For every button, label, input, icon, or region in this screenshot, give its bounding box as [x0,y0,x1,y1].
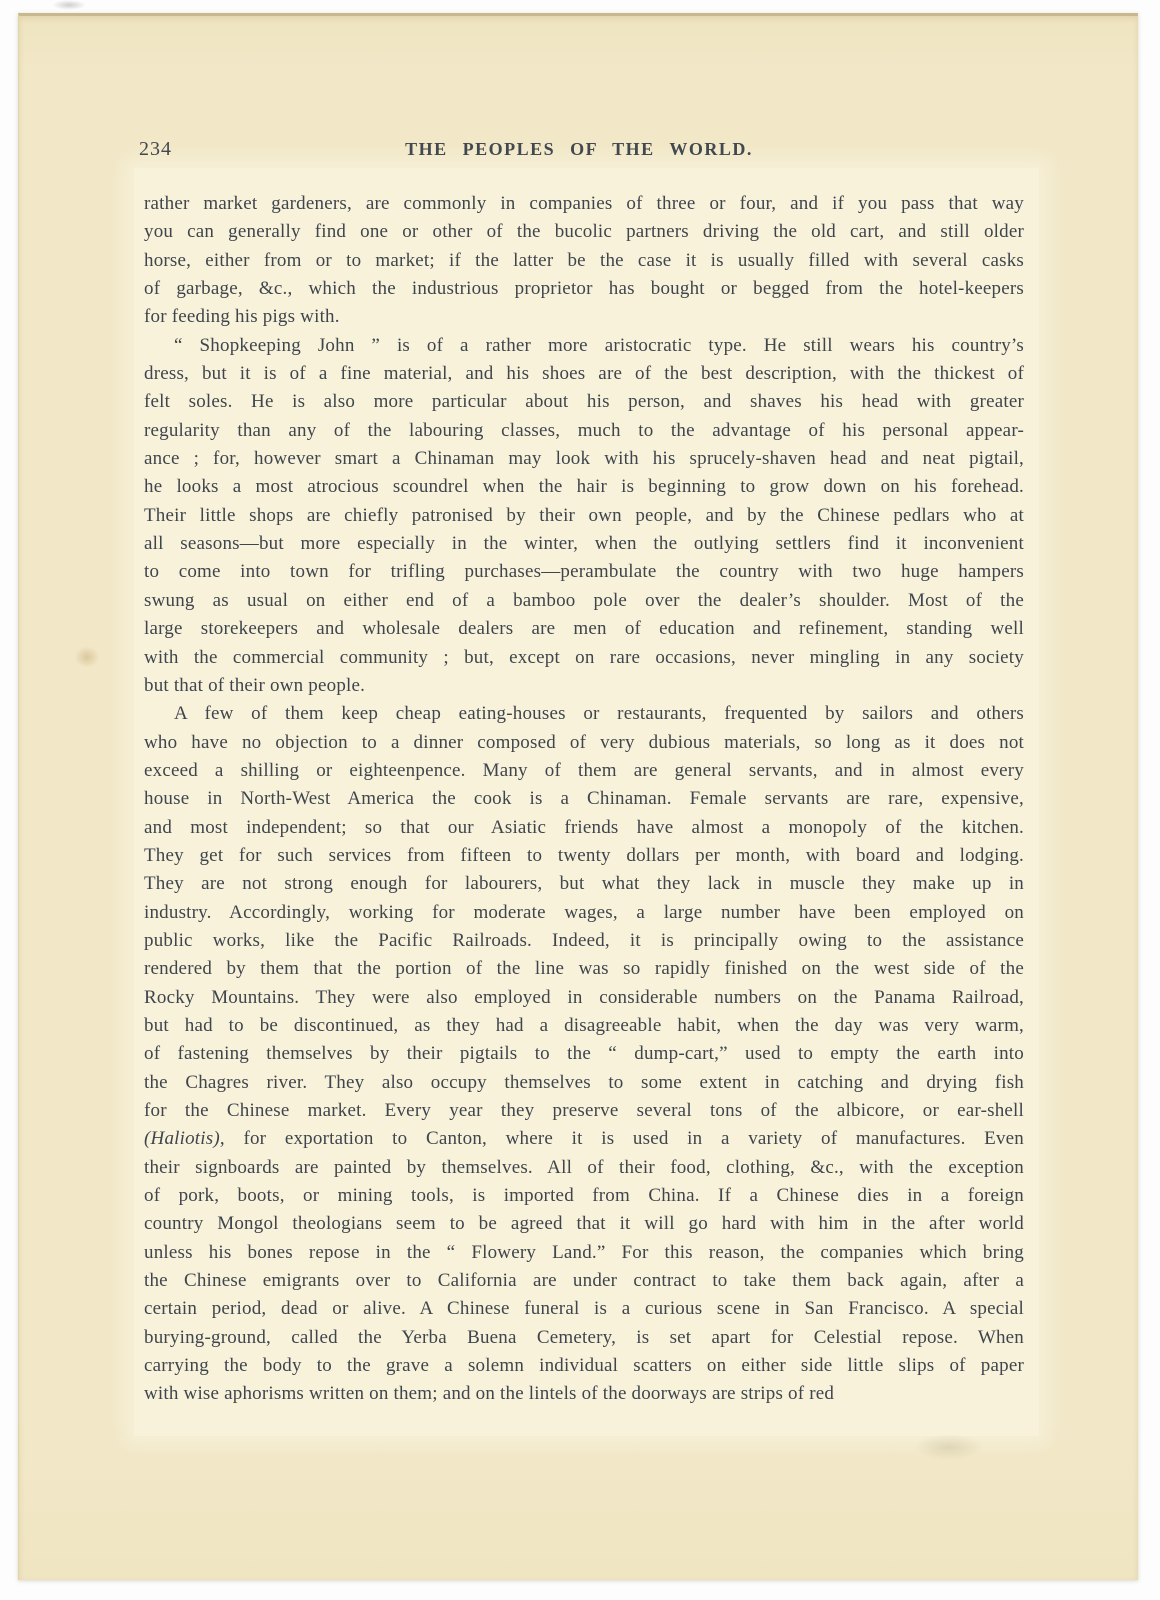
text-line: of fastening themselves by their pigtails to the “ dump-cart,” used to empty the earth into [144,1043,1024,1065]
text-line: who have no objection to a dinner composed of very dubious materials, so long as it does not [144,731,1024,753]
text-line: A few of them keep cheap eating-houses or restaurants, frequented by sailors and others [174,703,1024,725]
text-line: for feeding his pigs with. [144,306,340,328]
paragraph [144,332,1024,700]
body-text [144,190,1024,1409]
running-head [139,138,1024,168]
text-line: of pork, boots, or mining tools, is imported from China. If a Chinese dies in a foreign [144,1185,1024,1207]
text-line: burying-ground, called the Yerba Buena Cemetery, is set apart for Celestial repose. When [144,1326,1024,1348]
text-line: They are not strong enough for labourers, but what they lack in muscle they make up in [144,873,1024,895]
text-line: rather market gardeners, are commonly in companies of three or four, and if you pass that way [144,193,1024,214]
text-line: exceed a shilling or eighteenpence. Many of them are general servants, and in almost every [144,759,1024,781]
text-line: industry. Accordingly, working for moderate wages, a large number have been employed on [144,901,1024,923]
paragraph [144,700,1024,1409]
text-line: with the commercial community ; but, except on rare occasions, never mingling in any society [144,646,1024,668]
text-line: Their little shops are chiefly patronised by their own people, and by the Chinese pedlars who at [144,504,1024,526]
paper-stain [914,1434,984,1460]
text-line: ance ; for, however smart a Chinaman may look with his sprucely-shaven head and neat pigtail, [144,448,1024,470]
text-line: all seasons—but more especially in the winter, when the outlying settlers find it inconvenient [144,533,1024,555]
running-title: THE PEOPLES OF THE WORLD. [405,139,753,159]
paper-stain [74,646,100,668]
text-line: They get for such services from fifteen to twenty dollars per month, with board and lodging. [144,844,1024,866]
text-line: country Mongol theologians seem to be agreed that it will go hard with him in the after world [144,1213,1024,1235]
text-line: but had to be discontinued, as they had a disagreeable habit, when the day was very warm, [144,1014,1024,1036]
text-line: to come into town for trifling purchases—perambulate the country with two huge hampers [144,561,1024,583]
text-line: “ Shopkeeping John ” is of a rather more aristocratic type. He still wears his country’s [174,334,1024,356]
text-line: the Chinese emigrants over to California are under contract to take them back again, after a [144,1270,1024,1292]
text-line: of garbage, &c., which the industrious proprietor has bought or begged from the hotel-keepers [144,278,1024,300]
text-line: Rocky Mountains. They were also employed in considerable numbers on the Panama Railroad, [144,986,1024,1008]
page-number: 234 [139,138,172,160]
text-line: he looks a most atrocious scoundrel when the hair is beginning to grow down on his forehead. [144,476,1024,498]
italic-text: (Haliotis) [144,1128,220,1150]
text-line: the Chagres river. They also occupy themselves to some extent in catching and drying fish [144,1071,1024,1093]
text-line: for the Chinese market. Every year they preserve several tons of the albicore, or ear-shell [144,1100,1024,1121]
text-line: house in North-West America the cook is a Chinaman. Female servants are rare, expensive, [144,788,1024,810]
text-line: horse, either from or to market; if the latter be the case it is usually filled with several casks [144,249,1024,271]
paper-stain [52,0,86,10]
text-line: large storekeepers and wholesale dealers are men of education and refinement, standing well [144,618,1024,640]
text-line: carrying the body to the grave a solemn individual scatters on either side little slips of paper [144,1355,1024,1377]
book-page [18,13,1138,1580]
text-line: unless his bones repose in the “ Flowery Land.” For this reason, the companies which bring [144,1241,1024,1263]
text-line: felt soles. He is also more particular about his person, and shaves his head with greater [144,391,1024,413]
paragraph [144,190,1024,332]
text-line: with wise aphorisms written on them; and on the lintels of the doorways are strips of red [144,1383,835,1405]
text-line: regularity than any of the labouring classes, much to the advantage of his personal appear- [144,419,1024,441]
text-line: their signboards are painted by themselves. All of their food, clothing, &c., with the exception [144,1156,1024,1178]
plain-text: , for exportation to Canton, where it is used in a variety of manufactures. Even [219,1128,1024,1150]
text-line: you can generally find one or other of the bucolic partners driving the old cart, and still older [144,221,1024,243]
text-line: and most independent; so that our Asiatic friends have almost a monopoly of the kitchen. [144,816,1024,838]
text-line: rendered by them that the portion of the line was so rapidly finished on the west side of the [144,958,1024,980]
text-line [144,1125,1024,1153]
text-line: certain period, dead or alive. A Chinese funeral is a curious scene in San Francisco. A special [144,1298,1024,1320]
text-line: but that of their own people. [144,674,366,696]
text-line: dress, but it is of a fine material, and his shoes are of the best description, with the thickest of [144,363,1024,385]
text-line: public works, like the Pacific Railroads. Indeed, it is principally owing to the assistance [144,929,1024,951]
text-line: swung as usual on either end of a bamboo pole over the dealer’s shoulder. Most of the [144,589,1024,611]
